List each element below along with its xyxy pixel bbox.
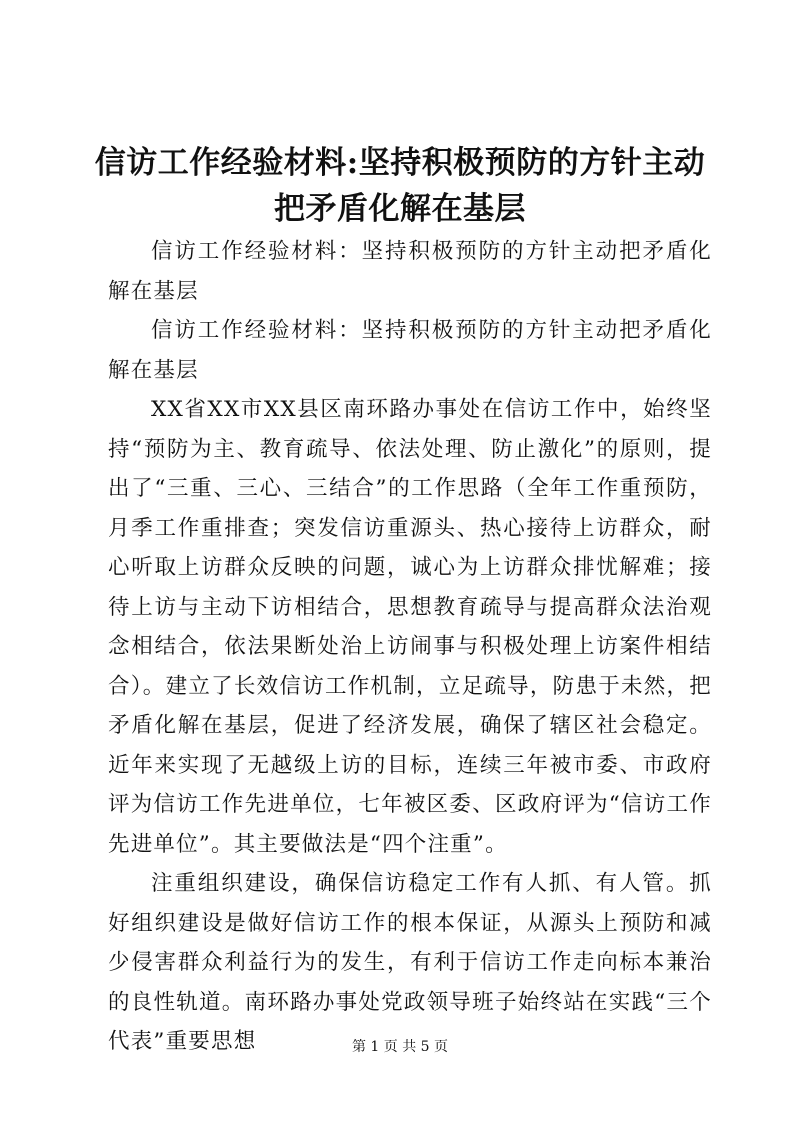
paragraph: XX省XX市XX县区南环路办事处在信访工作中，始终坚持“预防为主、教育疏导、依法处理、防止激化”的原则，提出了“三重、三心、三结合”的工作思路（全年工作重预防，月季工作重排查；突发信访重源头、热心接待上访群众，耐心听取上访群众反映的问题，诚心为上访群众排忧解难；接待上访与主动下访相结合，思想教育疏导与提高群众法治观念相结合，依法果断处治上访闹事与积极处理上访案件相结合）。建立了长效信访工作机制，立足疏导，防患于未然，把矛盾化解在基层，促进了经济发展，确保了辖区社会稳定。近年来实现了无越级上访的目标，连续三年被市委、市政府评为信访工作先进单位，七年被区委、区政府评为“信访工作先进单位”。其主要做法是“四个注重”。 (108, 397, 712, 857)
paragraph: 信访工作经验材料：坚持积极预防的方针主动把矛盾化解在基层 (108, 318, 712, 383)
paragraph: 信访工作经验材料：坚持积极预防的方针主动把矛盾化解在基层 (108, 239, 712, 304)
title-line-2: 把矛盾化解在基层 (274, 191, 526, 227)
page-number: 第 1 页 共 5 页 (351, 1039, 449, 1055)
document-title (60, 140, 740, 232)
document-body (108, 232, 712, 1062)
page-footer (0, 1036, 800, 1056)
title-line-1: 信访工作经验材料:坚持积极预防的方针主动 (94, 145, 706, 181)
paragraph: 注重组织建设，确保信访稳定工作有人抓、有人管。抓好组织建设是做好信访工作的根本保证，从源头上预防和减少侵害群众利益行为的发生，有利于信访工作走向标本兼治的良性轨道。南环路办事处党政领导班子始终站在实践“三个代表”重要思想 (108, 871, 712, 1054)
